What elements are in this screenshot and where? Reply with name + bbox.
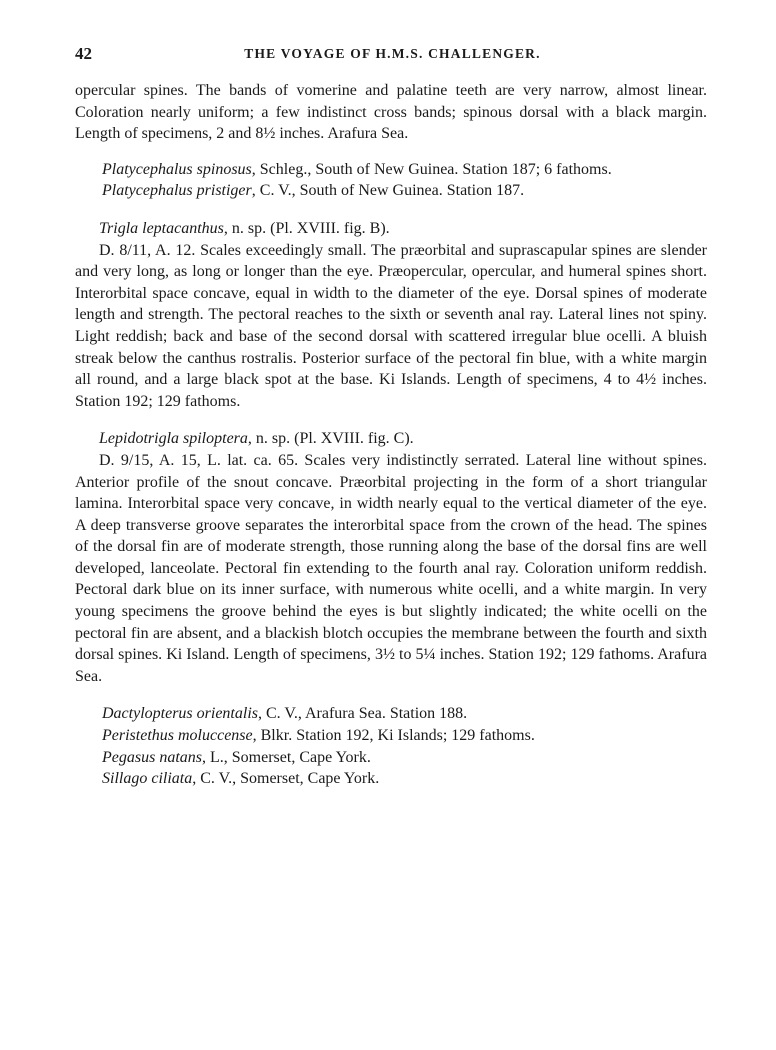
lepidotrigla-section (75, 428, 707, 687)
species-heading-rest: , n. sp. (Pl. XVIII. fig. C). (247, 430, 414, 448)
species-heading (99, 218, 707, 240)
species-heading-rest: , n. sp. (Pl. XVIII. fig. B). (223, 219, 390, 237)
species-details: , Schleg., South of New Guinea. Station 187; 6 fathoms. (251, 160, 612, 178)
species-record (102, 180, 707, 202)
species-details: , C. V., Somerset, Cape York. (192, 770, 380, 788)
species-record (102, 768, 707, 790)
species-name: Sillago ciliata (102, 770, 193, 788)
species-record (102, 703, 707, 725)
species-details: , C. V., Arafura Sea. Station 188. (257, 705, 468, 723)
species-description: D. 9/15, A. 15, L. lat. ca. 65. Scales very indistinctly serrated. Lateral line without spines. Anterior profile of the snout concave. Præorbital projecting in the form of a short triangular lamina. Interorbital space very concave, in width nearly equal to the vertical diameter of the eye. A deep transverse groove separates the interorbital space from the crown of the head. The spines of the dorsal fin are of moderate strength, those running along the base of the dorsal fins are well developed, lanceolate. Pectoral fin extending to the fourth anal ray. Coloration uniform reddish. Pectoral dark blue on its inner surface, with numerous white ocelli, and a white margin. In very young specimens the groove behind the eyes is but slightly indicated; the white ocelli on the pectoral fin are absent, and a blackish blotch occupies the membrane between the fourth and sixth dorsal spines. Ki Island. Length of specimens, 3½ to 5¼ inches. Station 192; 129 fathoms. Arafura Sea. (75, 451, 707, 685)
species-name: Peristethus moluccense (102, 727, 253, 745)
trigla-section (75, 218, 707, 412)
species-heading (99, 428, 707, 450)
species-name: Pegasus natans (102, 748, 202, 766)
page-number: 42 (75, 44, 92, 63)
species-records-1 (75, 159, 707, 202)
species-name: Dactylopterus orientalis (102, 705, 258, 723)
intro-paragraph: opercular spines. The bands of vomerine and palatine teeth are very narrow, almost linear. Coloration nearly uniform; a few indistinct cross bands; spinous dorsal with a black margin. Length of specimens, 2 and 8½ inches. Arafura Sea. (75, 82, 707, 143)
running-title: THE VOYAGE OF H.M.S. CHALLENGER. (244, 46, 541, 61)
page-header (75, 44, 710, 68)
species-details: , C. V., South of New Guinea. Station 187. (251, 182, 525, 200)
species-record (102, 159, 707, 181)
species-name: Trigla leptacanthus (99, 219, 224, 237)
species-details: , Blkr. Station 192, Ki Islands; 129 fathoms. (252, 727, 535, 745)
page-body (75, 80, 707, 790)
species-records-2 (75, 703, 707, 789)
species-description: D. 8/11, A. 12. Scales exceedingly small. The præorbital and suprascapular spines are slender and very long, as long or longer than the eye. Præopercular, opercular, and humeral spines short. Interorbital space concave, equal in width to the diameter of the eye. Dorsal spines of moderate length and strength. The pectoral reaches to the sixth or seventh anal ray. Lateral lines not spiny. Light reddish; back and base of the second dorsal with scattered irregular blue ocelli. A bluish streak below the canthus rostralis. Posterior surface of the pectoral fin blue, with a white margin all round, and a large black spot at the base. Ki Islands. Length of specimens, 4 to 4½ inches. Station 192; 129 fathoms. (75, 241, 707, 410)
species-name: Platycephalus pristiger (102, 182, 252, 200)
species-record (102, 747, 707, 769)
species-record (102, 725, 707, 747)
species-name: Lepidotrigla spiloptera (99, 430, 248, 448)
species-details: , L., Somerset, Cape York. (202, 748, 371, 766)
species-name: Platycephalus spinosus (102, 160, 252, 178)
